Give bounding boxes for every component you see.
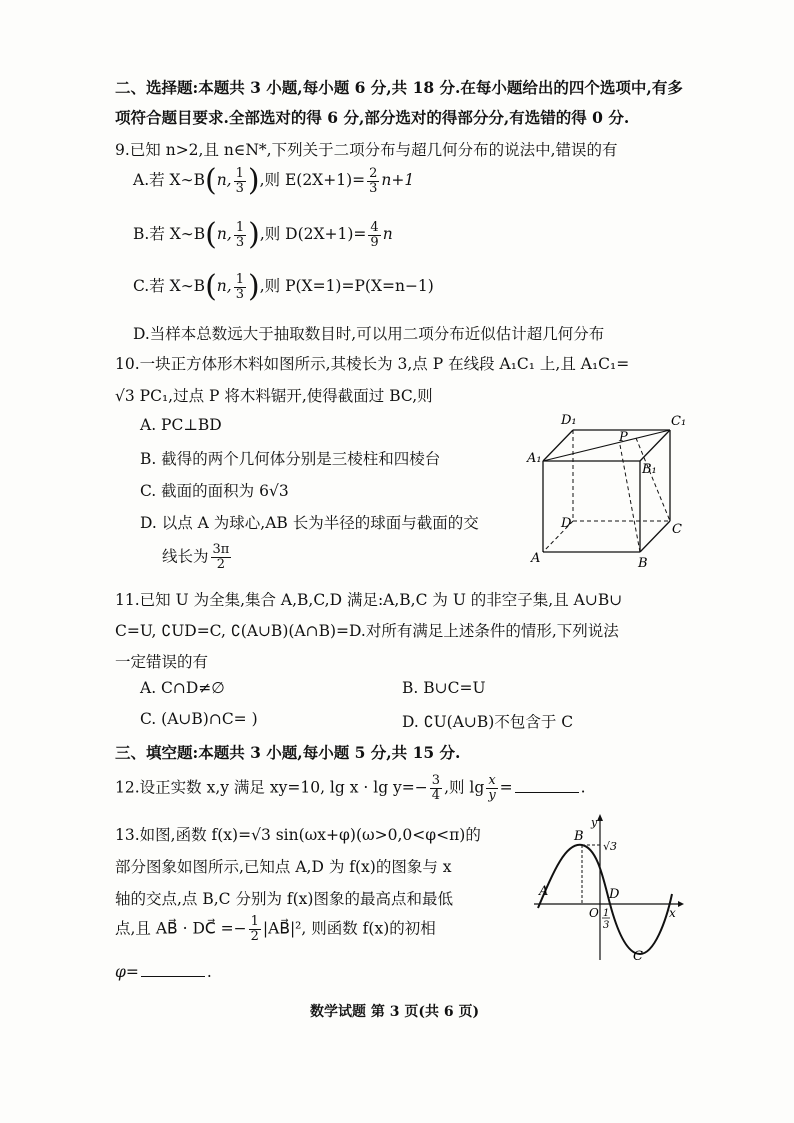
label-x: x: [669, 906, 676, 920]
q9-stem: 9.已知 n>2,且 n∈N*,下列关于二项分布与超几何分布的说法中,错误的有: [115, 141, 618, 159]
q10-option-d-line1: D. 以点 A 为球心,AB 长为半径的球面与截面的交: [140, 514, 479, 532]
q13-stem-line2: 部分图象如图所示,已知点 A,D 为 f(x)的图象与 x: [115, 858, 452, 876]
q11-option-a: A. C∩D≠∅: [140, 679, 225, 697]
label-c1: C₁: [671, 414, 687, 429]
q12-answer-blank[interactable]: [515, 778, 579, 793]
q9-option-a: A.若 X∼B(n, $\frac{1}{3}$ ),则 E(2X+1)= $\frac{2}{3}$ n+1: [133, 163, 415, 198]
label-a: A: [539, 884, 549, 899]
q10-stem-line2: √3 PC₁,过点 P 将木料锯开,使得截面过 BC,则: [115, 387, 433, 405]
label-p: P: [619, 430, 628, 445]
label-d1: D₁: [561, 413, 577, 428]
label-b: B: [574, 829, 584, 844]
q10-stem-line1: 10.一块正方体形木料如图所示,其棱长为 3,点 P 在线段 A₁C₁ 上,且 A₁C₁=: [115, 355, 630, 373]
label-tick-1: 1: [603, 908, 610, 919]
q13-stem-line1: 13.如图,函数 f(x)=√3 sin(ωx+φ)(ω>0,0<φ<π)的: [115, 826, 481, 844]
q10-option-d-line2: 线长为 $\frac{3\pi}{2}$: [162, 542, 230, 572]
q13-stem-line4: 点,且 AB⃗ · DC⃗ =− $\frac{1}{2}$ |AB⃗|², 则函数 f(x)的初相: [115, 914, 436, 944]
q10-option-a: A. PC⊥BD: [140, 416, 222, 434]
y-axis-arrow: [597, 814, 603, 821]
label-b: B: [638, 556, 648, 571]
q9-option-b: B.若 X∼B(n, $\frac{1}{3}$ ),则 D(2X+1)= $\frac{4}{9}$ n: [133, 217, 393, 252]
label-tick-3: 3: [603, 920, 610, 931]
q11-stem-line3: 一定错误的有: [115, 653, 209, 671]
q11-option-c: C. (A∪B)∩C= ): [140, 710, 258, 728]
q13-answer-blank[interactable]: [141, 962, 205, 977]
cube-figure: [525, 405, 690, 573]
label-c: C: [633, 949, 643, 962]
section3-header: 三、填空题:本题共 3 小题,每小题 5 分,共 15 分.: [115, 743, 461, 762]
q11-option-b: B. B∪C=U: [402, 679, 486, 697]
label-c: C: [672, 522, 682, 537]
label-a1: A₁: [527, 451, 542, 466]
edge-bc: [640, 521, 670, 552]
diagonal-a1c1: [543, 430, 670, 461]
section2-header-line1: 二、选择题:本题共 3 小题,每小题 6 分,共 18 分.在每小题给出的四个选项中,有多: [115, 78, 683, 97]
q13-stem-line5: φ= .: [115, 963, 212, 981]
sine-graph-figure: [532, 812, 684, 962]
q10-option-c: C. 截面的面积为 6√3: [140, 482, 289, 500]
label-b1: B₁: [642, 462, 657, 477]
label-d: D: [561, 516, 572, 531]
label-o: O: [589, 906, 599, 920]
sine-curve: [538, 845, 672, 954]
label-y: y: [591, 816, 598, 829]
edge-b1c1: [640, 430, 670, 461]
q9-option-c: C.若 X∼B(n, $\frac{1}{3}$ ),则 P(X=1)=P(X=n−1): [133, 269, 434, 304]
q11-stem-line2: C=U, ∁UD=C, ∁(A∪B)(A∩B)=D.对所有满足上述条件的情形,下列说法: [115, 622, 619, 640]
x-axis-arrow: [678, 901, 684, 907]
label-d: D: [609, 887, 620, 902]
section2-header-line2: 项符合题目要求.全部选对的得 6 分,部分选对的得部分分,有选错的得 0 分.: [115, 108, 630, 127]
page-footer: 数学试题 第 3 页(共 6 页): [310, 1004, 480, 1020]
q9-option-d: D.当样本总数远大于抽取数目时,可以用二项分布近似估计超几何分布: [133, 325, 605, 343]
q11-option-d: D. ∁U(A∪B)不包含于 C: [402, 713, 574, 731]
label-a: A: [531, 551, 541, 566]
q13-stem-line3: 轴的交点,点 B,C 分别为 f(x)图象的最高点和最低: [115, 890, 453, 908]
label-sqrt3: √3: [603, 840, 618, 853]
q11-stem-line1: 11.已知 U 为全集,集合 A,B,C,D 满足:A,B,C 为 U 的非空子集,且 A∪B∪: [115, 591, 623, 609]
edge-a1d1: [543, 430, 573, 461]
q12-stem: 12.设正实数 x,y 满足 xy=10, lg x · lg y=− $\frac{3}{4}$ ,则 lg $\frac{x}{y}$ = .: [115, 773, 586, 803]
q10-option-b: B. 截得的两个几何体分别是三棱柱和四棱台: [140, 450, 441, 468]
cut-line-pc: [636, 438, 670, 521]
